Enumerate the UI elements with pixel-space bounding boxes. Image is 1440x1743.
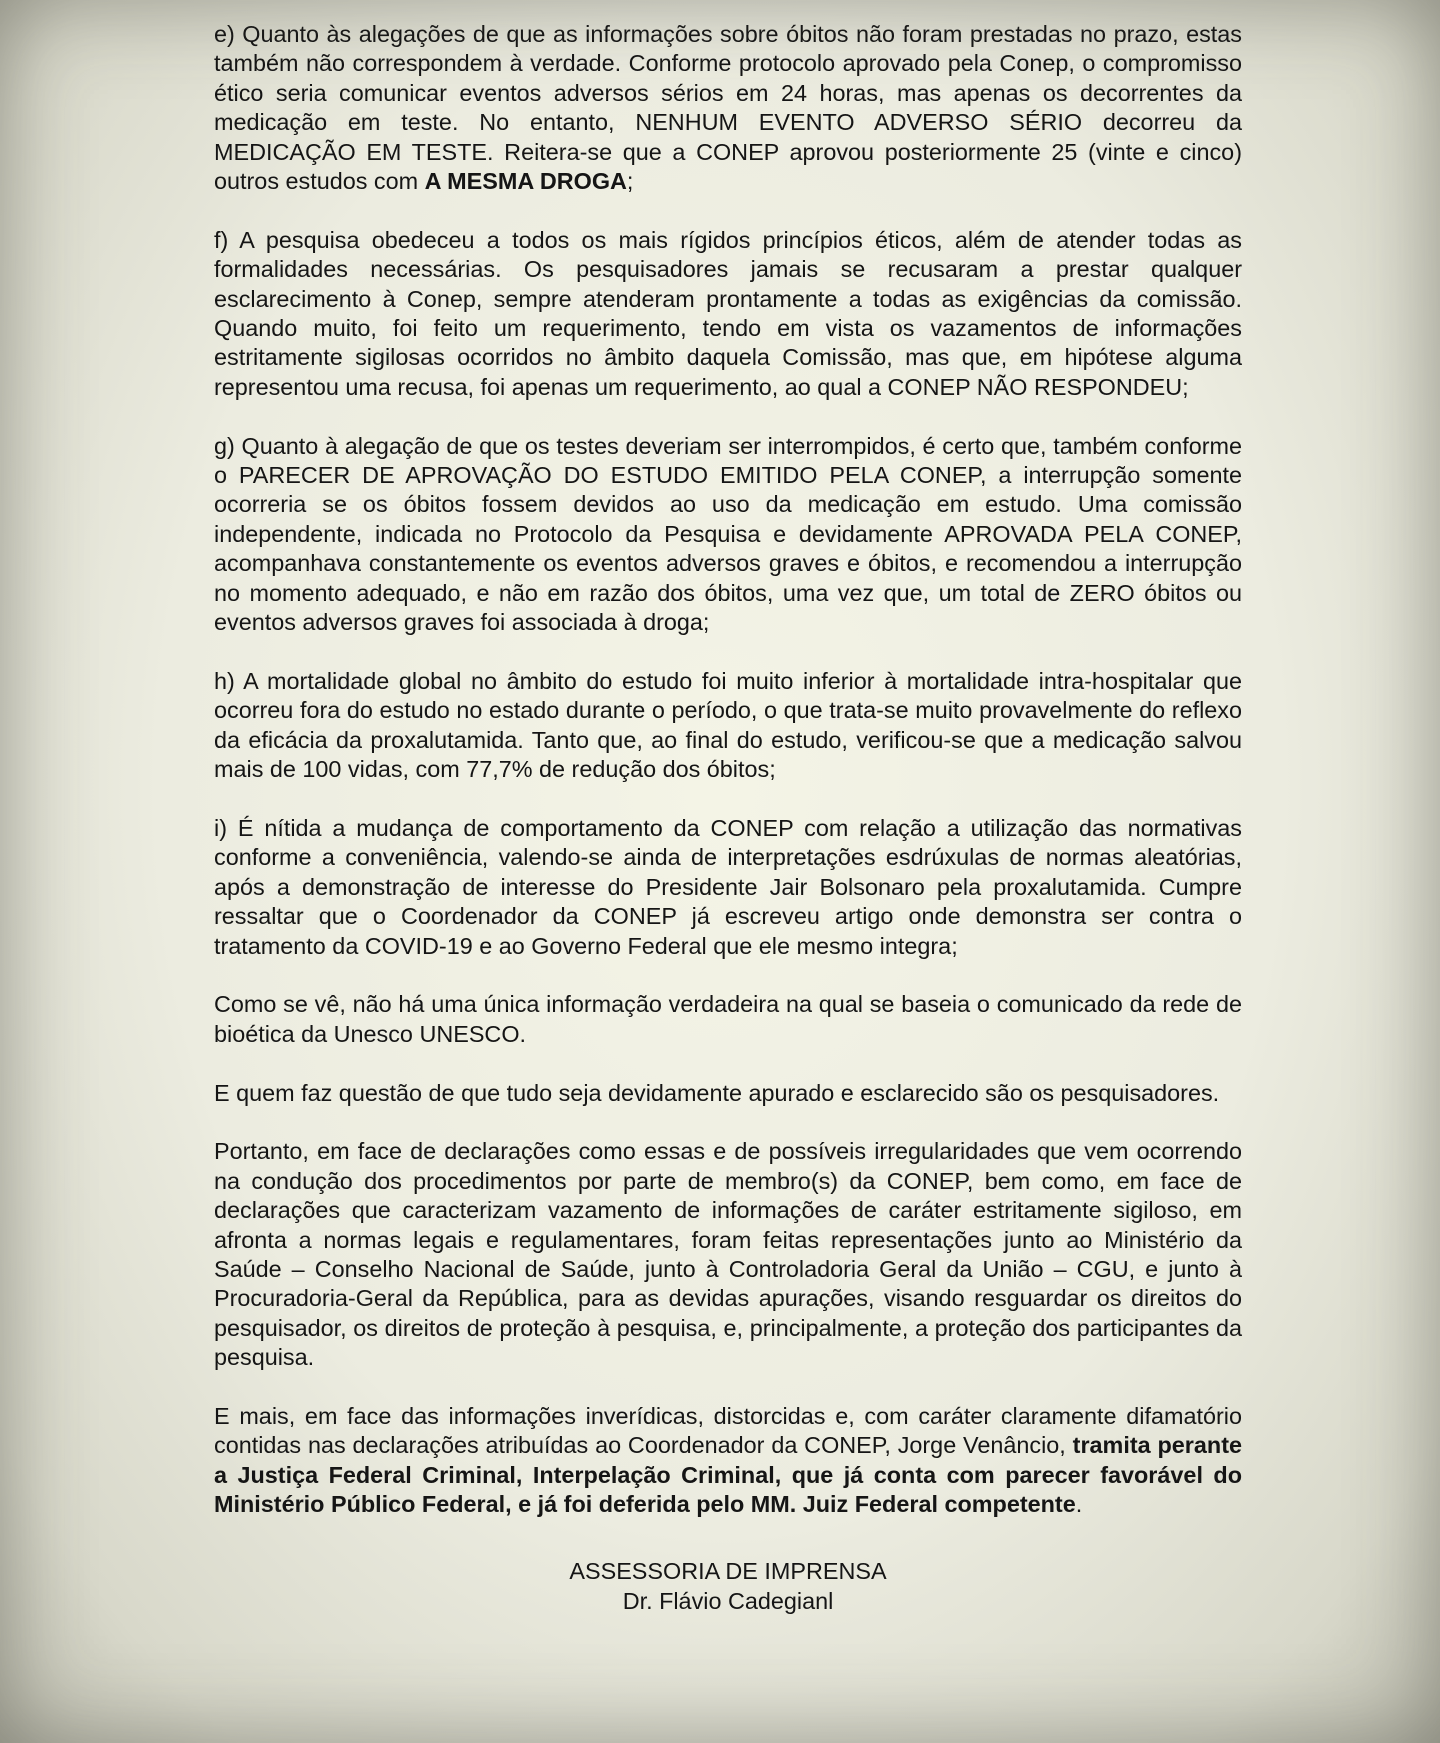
paragraph-e-mais-bold: tramita perante a Justiça Federal Criminal, Interpelação Criminal, que já conta com parecer favorável do Ministério Público Federal, e já foi deferida pelo MM. Juiz Federal competente [214,1432,1242,1518]
paragraph-portanto: Portanto, em face de declarações como essas e de possíveis irregularidades que vem ocorrendo na condução dos procedimentos por parte de membro(s) da CONEP, bem como, em face de declarações que caracterizam vazamento de informações de caráter estritamente sigiloso, em afronta a normas legais e regulamentares, foram feitas representações junto ao Ministério da Saúde – Conselho Nacional de Saúde, junto à Controladoria Geral da União – CGU, e junto à Procuradoria-Geral da República, para as devidas apurações, visando resguardar os direitos do pesquisador, os direitos de proteção à pesquisa, e, principalmente, a proteção dos participantes da pesquisa. [214,1138,1242,1371]
paragraph-e [214,20,1242,196]
paragraph-e-bold: A MESMA DROGA [424,168,627,195]
signature-block [214,1556,1242,1616]
paragraph-e-mais-text: E mais, em face das informações inverídicas, distorcidas e, com caráter claramente difamatório contidas nas declarações atribuídas ao Coordenador da CONEP, Jorge Venâncio, [214,1402,1242,1459]
paragraph-e-text: e) Quanto às alegações de que as informações sobre óbitos não foram prestadas no prazo, estas também não correspondem à verdade. Conforme protocolo aprovado pela Conep, o compromisso ético seria comunicar eventos adversos sérios em 24 horas, mas apenas os decorrentes da medicação em teste. No entanto, NENHUM EVENTO ADVERSO SÉRIO decorreu da MEDICAÇÃO EM TESTE. Reitera-se que a CONEP aprovou posteriormente 25 (vinte e cinco) outros estudos com [214,21,1242,195]
paragraph-e-mais-end: . [1075,1491,1083,1518]
signature-name: Dr. Flávio Cadegianl [622,1587,834,1614]
paragraph-h: h) A mortalidade global no âmbito do estudo foi muito inferior à mortalidade intra-hospitalar que ocorreu fora do estudo no estado durante o período, o que trata-se muito provavelmente do reflexo da eficácia da proxalutamida. Tanto que, ao final do estudo, verificou-se que a medicação salvou mais de 100 vidas, com 77,7% de redução dos óbitos; [214,667,1242,783]
paragraph-g: g) Quanto à alegação de que os testes deveriam ser interrompidos, é certo que, também conforme o PARECER DE APROVAÇÃO DO ESTUDO EMITIDO PELA CONEP, a interrupção somente ocorreria se os óbitos fossem devidos ao uso da medicação em estudo. Uma comissão independente, indicada no Protocolo da Pesquisa e devidamente APROVADA PELA CONEP, acompanhava constantemente os eventos adversos graves e óbitos, e recomendou a interrupção no momento adequado, e não em razão dos óbitos, uma vez que, um total de ZERO óbitos ou eventos adversos graves foi associada à droga; [214,432,1242,636]
paragraph-i: i) É nítida a mudança de comportamento da CONEP com relação a utilização das normativas conforme a conveniência, valendo-se ainda de interpretações esdrúxulas de normas aleatórias, após a demonstração de interesse do Presidente Jair Bolsonaro pela proxalutamida. Cumpre ressaltar que o Coordenador da CONEP já escreveu artigo onde demonstra ser contra o tratamento da COVID-19 e ao Governo Federal que ele mesmo integra; [214,814,1242,959]
paragraph-como-se-ve: Como se vê, não há uma única informação verdadeira na qual se baseia o comunicado da rede de bioética da Unesco UNESCO. [214,991,1242,1047]
paragraph-f: f) A pesquisa obedeceu a todos os mais rígidos princípios éticos, além de atender todas as formalidades necessárias. Os pesquisadores jamais se recusaram a prestar qualquer esclarecimento à Conep, sempre atenderam prontamente a todas as exigências da comissão. Quando muito, foi feito um requerimento, tendo em vista os vazamentos de informações estritamente sigilosas ocorridos no âmbito daquela Comissão, mas que, em hipótese alguma representou uma recusa, foi apenas um requerimento, ao qual a CONEP NÃO RESPONDEU; [214,226,1242,400]
paragraph-e-mais [214,1402,1242,1520]
paragraph-quem-faz: E quem faz questão de que tudo seja devidamente apurado e esclarecido são os pesquisadores. [214,1079,1220,1106]
paragraph-e-end: ; [626,168,634,195]
signature-office: ASSESSORIA DE IMPRENSA [569,1557,887,1584]
document-body [214,20,1242,1616]
